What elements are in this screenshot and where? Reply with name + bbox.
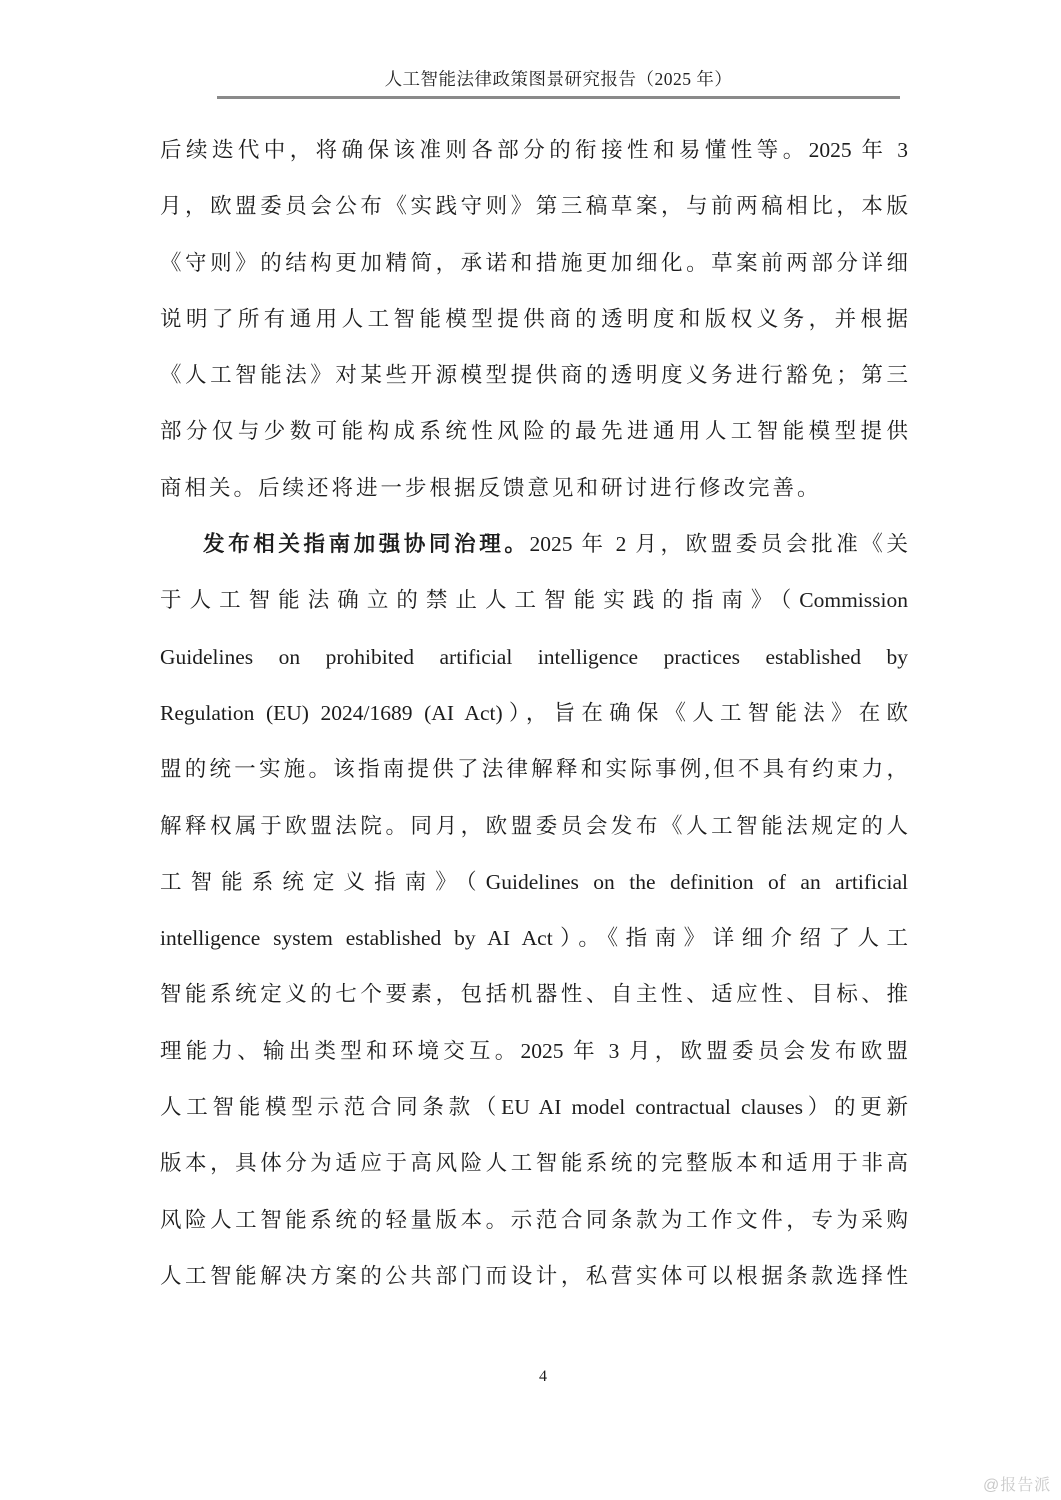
text-line: 商相关。后续还将进一步根据反馈意见和研讨进行修改完善。 [160, 475, 822, 500]
paragraph [160, 516, 908, 1304]
header-rule-divider [217, 96, 900, 99]
text-line: 风险人工智能系统的轻量版本。示范合同条款为工作文件，专为采购 [160, 1207, 908, 1232]
text-line: 后续迭代中，将确保该准则各部分的衔接性和易懂性等。2025 年 3 [160, 138, 908, 162]
watermark: @报告派 [983, 1477, 1052, 1494]
text-line: 工智能系统定义指南》（Guidelines on the definition of an artificial [160, 869, 908, 894]
text-line: 解释权属于欧盟法院。同月，欧盟委员会发布《人工智能法规定的人 [160, 813, 908, 838]
text-line: 月，欧盟委员会公布《实践守则》第三稿草案，与前两稿相比，本版 [160, 194, 908, 219]
text-line: 人工智能模型示范合同条款（EU AI model contractual clauses）的更新 [160, 1095, 908, 1120]
paragraph [160, 122, 908, 516]
text-line: 说明了所有通用人工智能模型提供商的透明度和版权义务，并根据 [160, 306, 908, 331]
text-line: 《守则》的结构更加精简，承诺和措施更加细化。草案前两部分详细 [160, 250, 908, 275]
paragraph-lead-heading: 发布相关指南加强协同治理。 [203, 532, 530, 557]
page-number: 4 [539, 1368, 547, 1385]
text-line: intelligence system established by AI Act）。《指南》详细介绍了人工 [160, 926, 908, 951]
running-header-title: 人工智能法律政策图景研究报告（2025 年） [384, 69, 733, 89]
text-line: 盟的统一实施。该指南提供了法律解释和实际事例,但不具有约束力， [160, 757, 908, 782]
text-line: 部分仅与少数可能构成系统性风险的最先进通用人工智能模型提供 [160, 419, 908, 444]
text-line: Regulation (EU) 2024/1689 (AI Act)），旨在确保《人工智能法》在欧 [160, 700, 908, 725]
text-line: 人工智能解决方案的公共部门而设计，私营实体可以根据条款选择性 [160, 1263, 908, 1288]
text-line: Guidelines on prohibited artificial intelligence practices established by [160, 644, 908, 669]
body-text [160, 122, 908, 1304]
text-line: 理能力、输出类型和环境交互。2025 年 3 月，欧盟委员会发布欧盟 [160, 1038, 908, 1063]
text-line: 版本，具体分为适应于高风险人工智能系统的完整版本和适用于非高 [160, 1151, 908, 1176]
text-line: 《人工智能法》对某些开源模型提供商的透明度义务进行豁免；第三 [160, 363, 908, 388]
text-run: 2025 年 2 月，欧盟委员会批准《关 [529, 532, 908, 557]
text-line: 智能系统定义的七个要素，包括机器性、自主性、适应性、目标、推 [160, 982, 908, 1007]
text-line: 于人工智能法确立的禁止人工智能实践的指南》（Commission [160, 588, 908, 613]
text-line [160, 516, 908, 572]
